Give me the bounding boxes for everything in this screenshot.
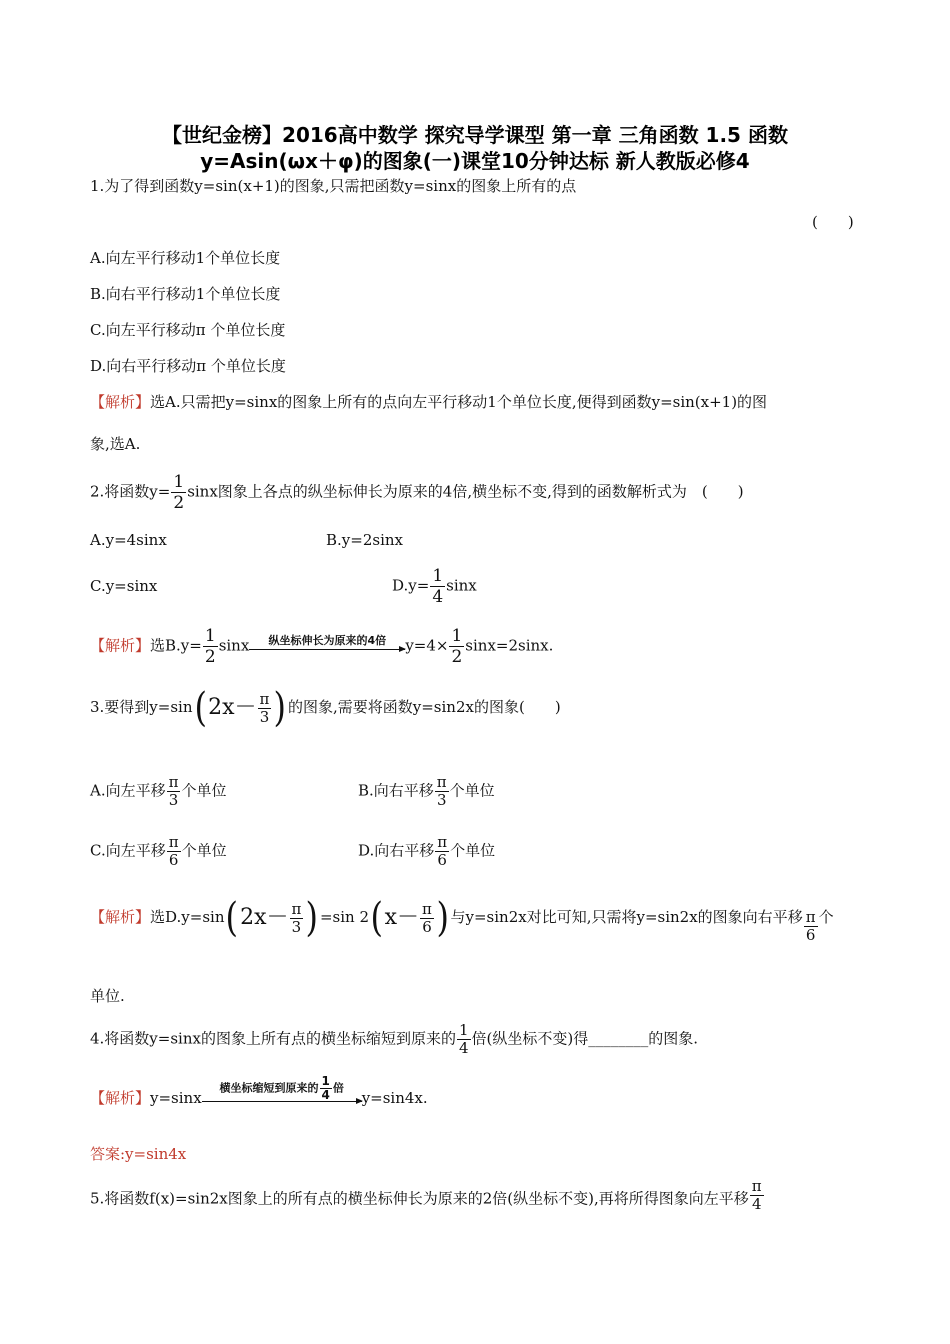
q3-stem: 3.要得到y=sin(2x－ $\frac{\pi}{3}$ ) 的图象,需要将函数y=sin2x的图象( ) xyxy=(90,685,561,731)
title-line-2: y=Asin(ωx＋φ)的图象(一)课堂10分钟达标 新人教版必修4 xyxy=(200,149,750,173)
transform-arrow: 横坐标缩短到原来的 $\frac{1}{4}$ 倍 xyxy=(202,1089,362,1109)
title-line-1: 【世纪金榜】2016高中数学 探究导学课型 第一章 三角函数 1.5 函数 xyxy=(162,123,788,147)
fraction-1-2: $\frac{1}{2}$ xyxy=(173,472,185,513)
q4-analysis: 【解析】y=sinx 横坐标缩短到原来的 $\frac{1}{4}$ 倍 y=sin4x. xyxy=(90,1074,428,1107)
fraction-1-4: $\frac{1}{4}$ xyxy=(432,566,444,607)
q2-analysis: 【解析】选B.y= $\frac{1}{2}$ sinx 纵坐标伸长为原来的4倍 y=4× $\frac{1}{2}$ sinx=2sinx. xyxy=(90,626,554,667)
q3-option-a: A.向左平移 $\frac{\pi}{3}$ 个单位 xyxy=(90,773,227,809)
q1-analysis-line2: 象,选A. xyxy=(90,435,141,453)
q4-answer: 答案:y=sin4x xyxy=(90,1145,187,1163)
q3-option-b: B.向右平移 $\frac{\pi}{3}$ 个单位 xyxy=(358,773,495,809)
q4-stem: 4.将函数y=sinx的图象上所有点的横坐标缩短到原来的 $\frac{1}{4}$ 倍(纵坐标不变)得________的图象. xyxy=(90,1021,699,1057)
q1-answer-blank: ( ) xyxy=(812,213,854,231)
analysis-tag: 【解析】 xyxy=(90,1089,151,1107)
analysis-tag: 【解析】 xyxy=(90,636,151,655)
fraction-pi-4: $\frac{\pi}{4}$ xyxy=(751,1177,762,1213)
q5-stem: 5.将函数f(x)=sin2x图象上的所有点的横坐标伸长为原来的2倍(纵坐标不变),再将所得图象向左平移 $\frac{\pi}{4}$ xyxy=(90,1177,762,1213)
q2-option-a: A.y=4sinx xyxy=(90,531,167,549)
analysis-tag: 【解析】 xyxy=(90,393,151,411)
q3-analysis-line2: 单位. xyxy=(90,987,125,1005)
q2-option-b: B.y=2sinx xyxy=(326,531,403,549)
q2-stem: 2.将函数y= $\frac{1}{2}$ sinx图象上各点的纵坐标伸长为原来的4倍,横坐标不变,得到的函数解析式为 ( ) xyxy=(90,472,744,513)
transform-arrow: 纵坐标伸长为原来的4倍 xyxy=(249,637,405,657)
fraction-1-2: $\frac{1}{2}$ xyxy=(204,626,216,667)
q1-stem: 1.为了得到函数y=sin(x+1)的图象,只需把函数y=sinx的图象上所有的点 xyxy=(90,177,577,195)
q3-option-c: C.向左平移 $\frac{\pi}{6}$ 个单位 xyxy=(90,833,227,869)
q1-option-d: D.向右平行移动π 个单位长度 xyxy=(90,357,286,375)
q1-option-a: A.向左平行移动1个单位长度 xyxy=(90,249,281,267)
q3-option-d: D.向右平移 $\frac{\pi}{6}$ 个单位 xyxy=(358,833,496,869)
q3-analysis: 【解析】选D.y=sin(2x－ $\frac{\pi}{3}$ ) =sin 2(x－ $\frac{\pi}{6}$ ) 与y=sin2x对比可知,只需将y=sin2x的图象向右平移 $\frac{\pi}{6}$ 个 xyxy=(90,895,834,944)
q1-option-c: C.向左平行移动π 个单位长度 xyxy=(90,321,286,339)
fraction-1-2: $\frac{1}{2}$ xyxy=(451,626,463,667)
q2-option-c: C.y=sinx xyxy=(90,577,158,595)
q2-option-d: D.y= $\frac{1}{4}$ sinx xyxy=(392,566,477,607)
q1-option-b: B.向右平行移动1个单位长度 xyxy=(90,285,281,303)
analysis-tag: 【解析】 xyxy=(90,908,151,926)
q1-analysis xyxy=(90,392,767,412)
q1-analysis-text: 选A.只需把y=sinx的图象上所有的点向左平行移动1个单位长度,便得到函数y=sin(x+1)的图 xyxy=(150,393,768,411)
fraction-1-4: $\frac{1}{4}$ xyxy=(458,1021,469,1057)
fraction-pi-3: $\frac{\pi}{3}$ xyxy=(259,689,270,726)
